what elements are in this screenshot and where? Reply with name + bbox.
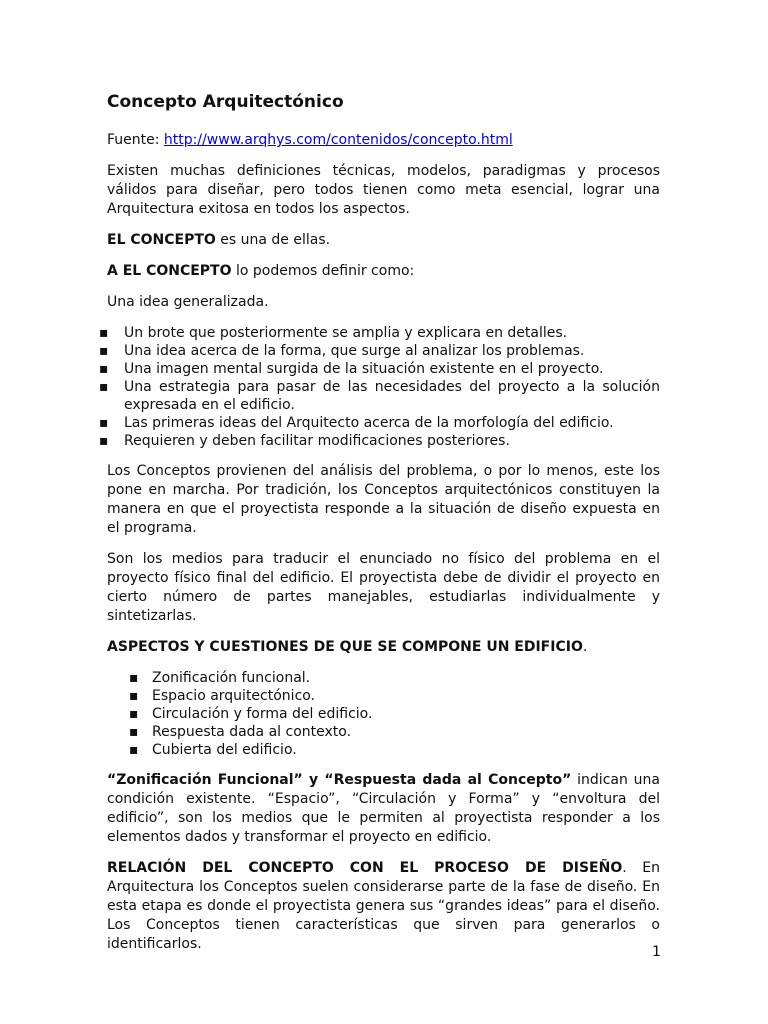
list-item: ▪ Una estrategia para pasar de las necesidades del proyecto a la solución expresada en el edificio. bbox=[107, 378, 660, 414]
concept-line-rest: es una de ellas. bbox=[215, 232, 331, 248]
relation-rest: . En Arquitectura los Conceptos suelen considerarse parte de la fase de diseño. En esta etapa es donde el proyectista genera sus “grandes ideas” para el diseño. Los Conceptos tienen características que sirven para generarlos o identificarlos. bbox=[107, 860, 660, 952]
concept-line-bold: EL CONCEPTO bbox=[107, 232, 216, 248]
list-item: ▪ Una imagen mental surgida de la situación existente en el proyecto. bbox=[107, 360, 660, 378]
zonification-paragraph bbox=[107, 771, 660, 847]
source-line bbox=[107, 131, 660, 150]
list-item: ▪ Respuesta dada al contexto. bbox=[107, 723, 660, 741]
list-item: ▪ Una idea acerca de la forma, que surge al analizar los problemas. bbox=[107, 342, 660, 360]
zonification-bold: “Zonificación Funcional” y “Respuesta dada al Concepto” bbox=[107, 772, 572, 788]
aspects-list bbox=[107, 669, 660, 759]
aspects-heading-bold: ASPECTOS Y CUESTIONES DE QUE SE COMPONE UN EDIFICIO bbox=[107, 639, 583, 655]
list-item: ▪ Circulación y forma del edificio. bbox=[107, 705, 660, 723]
page-title: Concepto Arquitectónico bbox=[107, 92, 344, 112]
origin-paragraph: Los Conceptos provienen del análisis del problema, o por lo menos, este los pone en marcha. Por tradición, los Conceptos arquitectónicos constituyen la manera en que el proyectista responde a la situación de diseño expuesta en el programa. bbox=[107, 463, 660, 536]
list-item: ▪ Espacio arquitectónico. bbox=[107, 687, 660, 705]
definition-line bbox=[107, 262, 660, 281]
list-item: ▪ Zonificación funcional. bbox=[107, 669, 660, 687]
definitions-list bbox=[107, 324, 660, 450]
definition-line-rest: lo podemos definir como: bbox=[231, 263, 415, 279]
list-item: ▪ Las primeras ideas del Arquitecto acerca de la morfología del edificio. bbox=[107, 414, 660, 432]
idea-line: Una idea generalizada. bbox=[107, 294, 269, 310]
aspects-heading-rest: . bbox=[582, 639, 588, 655]
relation-paragraph bbox=[107, 859, 660, 954]
list-item: ▪ Cubierta del edificio. bbox=[107, 741, 660, 759]
relation-bold: RELACIÓN DEL CONCEPTO CON EL PROCESO DE DISEÑO bbox=[107, 860, 623, 876]
list-item: ▪ Requieren y deben facilitar modificaciones posteriores. bbox=[107, 432, 660, 450]
zonification-rest: indican una condición existente. “Espacio”, “Circulación y Forma” y “envoltura del edificio”, son los medios que le permiten al proyectista responder a los elementos dados y transformar el proyecto en edificio. bbox=[107, 772, 660, 845]
means-paragraph: Son los medios para traducir el enunciado no físico del problema en el proyecto físico final del edificio. El proyectista debe de dividir el proyecto en cierto número de partes manejables, estudiarlas individualmente y sintetizarlas. bbox=[107, 551, 660, 624]
page-number: 1 bbox=[652, 944, 661, 960]
source-link[interactable]: http://www.arqhys.com/contenidos/concepto.html bbox=[163, 132, 513, 148]
concept-line bbox=[107, 231, 660, 250]
intro-paragraph: Existen muchas definiciones técnicas, modelos, paradigmas y procesos válidos para diseñar, pero todos tienen como meta esencial, lograr una Arquitectura exitosa en todos los aspectos. bbox=[107, 163, 660, 217]
definition-line-bold: A EL CONCEPTO bbox=[107, 263, 232, 279]
page-content bbox=[107, 90, 660, 966]
aspects-heading bbox=[107, 638, 660, 657]
list-item: ▪ Un brote que posteriormente se amplia y explicara en detalles. bbox=[107, 324, 660, 342]
source-label: Fuente: bbox=[107, 132, 164, 148]
